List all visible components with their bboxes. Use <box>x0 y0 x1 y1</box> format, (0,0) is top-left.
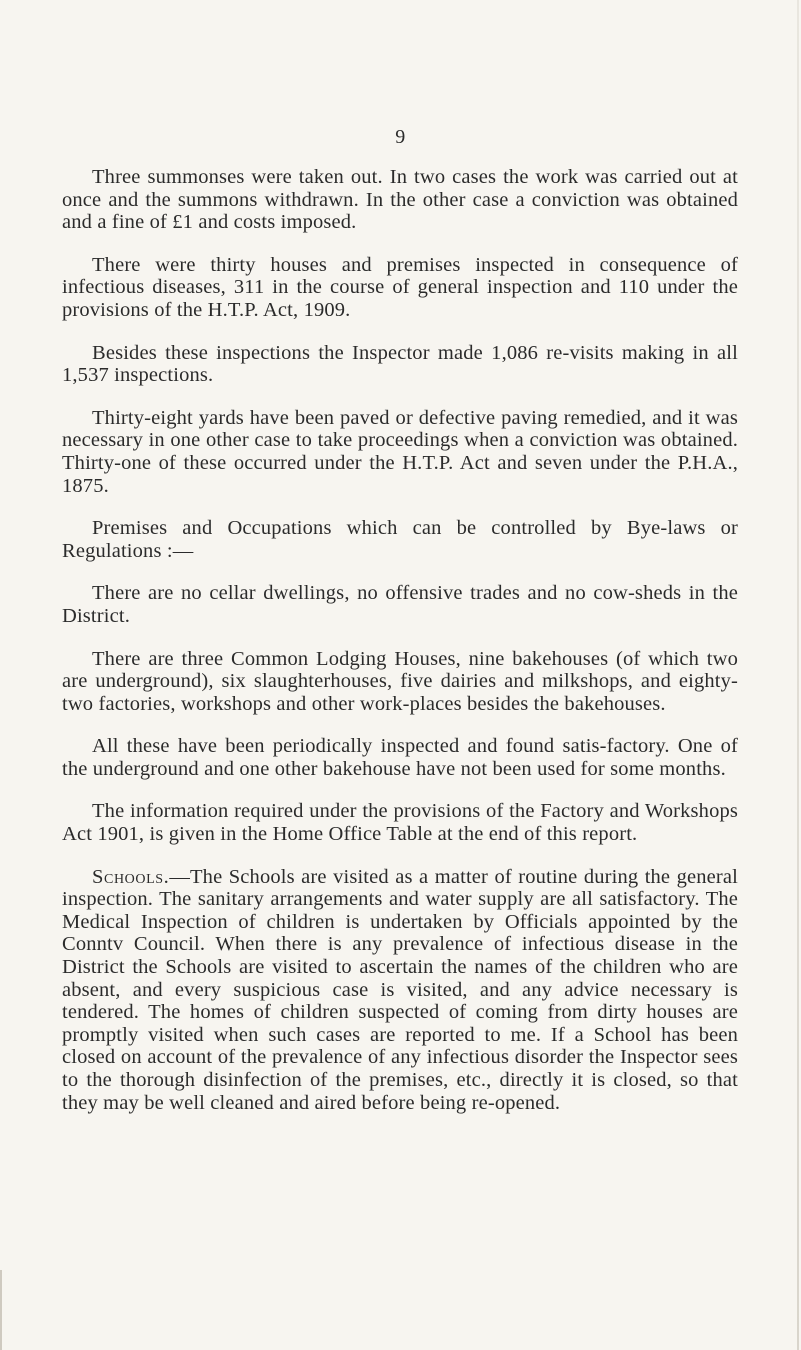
paragraph-bye-laws-heading: Premises and Occupations which can be controlled by Bye-laws or Regulations :— <box>62 517 738 562</box>
paragraph-yards-paved: Thirty-eight yards have been paved or defective paving remedied, and it was necessary in one other case to take proceedings when a conviction was obtained. Thirty-one of these occurred under the H.T.P. Act and seven under the P.H.A., 1875. <box>62 406 738 497</box>
paragraph-houses-inspected: There were thirty houses and premises inspected in consequence of infectious diseases, 311 in the course of general inspection and 110 under the provisions of the H.T.P. Act, 1909. <box>62 253 738 321</box>
paragraph-schools <box>62 866 738 1115</box>
page-number: 9 <box>395 126 406 148</box>
report-body <box>62 166 738 1134</box>
paragraph-cellar-dwellings: There are no cellar dwellings, no offensive trades and no cow-sheds in the District. <box>62 582 738 627</box>
paragraph-summonses: Three summonses were taken out. In two cases the work was carried out at once and the summons withdrawn. In the other case a conviction was obtained and a fine of £1 and costs imposed. <box>62 166 738 234</box>
paragraph-re-visits: Besides these inspections the Inspector made 1,086 re-visits making in all 1,537 inspections. <box>62 341 738 387</box>
page-edge <box>797 0 799 1350</box>
binding-shadow <box>0 1270 2 1350</box>
schools-heading: Schools. <box>92 865 170 888</box>
schools-text: —The Schools are visited as a matter of routine during the general inspection. The sanitary arrangements and water supply are all satisfactory. The Medical Inspection of children is undertaken by Officials appointed by the Conntv Council. When there is any prevalence of infectious disease in the District the Schools are visited to ascertain the names of the children who are absent, and every suspicious case is visited, and any advice necessary is tendered. The homes of children suspected of coming from dirty houses are promptly visited when such cases are reported to me. If a School has been closed on account of the prevalence of any infectious disorder the Inspector sees to the thorough disinfection of the premises, etc., directly it is closed, so that they may be well cleaned and aired before being re-opened. <box>62 865 738 1114</box>
paragraph-lodging-houses: There are three Common Lodging Houses, nine bakehouses (of which two are underground), six slaughterhouses, five dairies and milkshops, and eighty-two factories, workshops and other work-places besides the bakehouses. <box>62 647 738 715</box>
paragraph-periodic-inspection: All these have been periodically inspected and found satis-factory. One of the underground and one other bakehouse have not been used for some months. <box>62 735 738 780</box>
paragraph-factory-act: The information required under the provisions of the Factory and Workshops Act 1901, is given in the Home Office Table at the end of this report. <box>62 800 738 846</box>
